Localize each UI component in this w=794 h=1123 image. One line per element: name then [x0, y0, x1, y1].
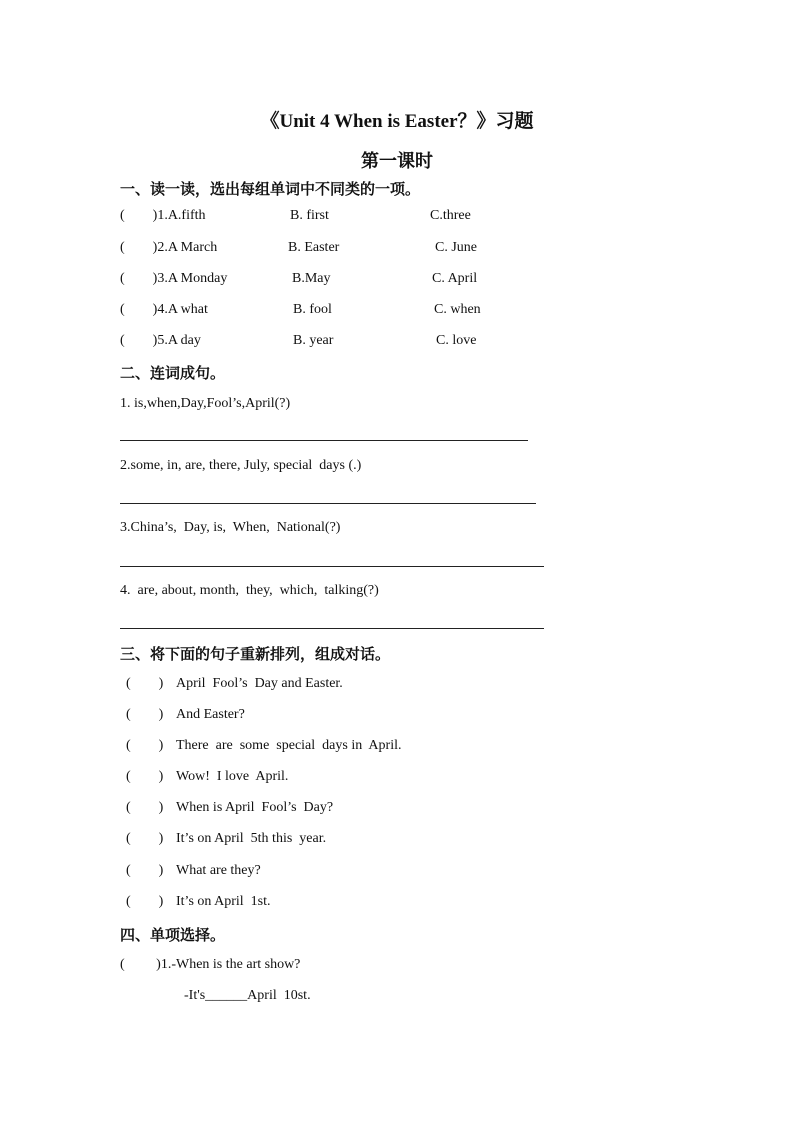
section4-answer-line: -It's______April 10st.: [184, 988, 311, 1003]
order-blank[interactable]: ( ): [126, 863, 164, 878]
section1-item-option-c: C. April: [432, 271, 478, 286]
dialogue-sentence: And Easter?: [176, 707, 245, 722]
section1-item-option-a: ( )5.A day: [120, 333, 201, 348]
section1-item-option-b: B. Easter: [288, 240, 340, 255]
section3-heading: 三、将下面的句子重新排列，组成对话。: [120, 645, 391, 663]
section2-heading: 二、连词成句。: [120, 364, 226, 382]
dialogue-sentence: Wow! I love April.: [176, 769, 289, 784]
order-blank[interactable]: ( ): [126, 738, 164, 753]
order-blank[interactable]: ( ): [126, 676, 164, 691]
order-blank[interactable]: ( ): [126, 800, 164, 815]
section1-item-option-a: ( )3.A Monday: [120, 271, 228, 286]
dialogue-sentence: It’s on April 1st.: [176, 894, 271, 909]
order-blank[interactable]: ( ): [126, 707, 164, 722]
section1-item-option-c: C.three: [430, 208, 471, 223]
section1-item-option-a: ( )4.A what: [120, 302, 208, 317]
section2-question: 1. is,when,Day,Fool’s,April(?): [120, 396, 291, 411]
section1-item-option-b: B.May: [292, 271, 331, 286]
order-blank[interactable]: ( ): [126, 894, 164, 909]
section1-item-option-c: C. love: [436, 333, 477, 348]
answer-line[interactable]: [120, 628, 544, 629]
section1-item-option-c: C. June: [435, 240, 477, 255]
section1-item-option-a: ( )2.A March: [120, 240, 218, 255]
section1-item-option-a: ( )1.A.fifth: [120, 208, 206, 223]
page-title: 《Unit 4 When is Easter？》习题: [260, 111, 534, 132]
dialogue-sentence: It’s on April 5th this year.: [176, 831, 327, 846]
section1-item-option-b: B. fool: [293, 302, 332, 317]
section1-item-option-b: B. year: [293, 333, 334, 348]
dialogue-sentence: What are they?: [176, 863, 261, 878]
dialogue-sentence: When is April Fool’s Day?: [176, 800, 334, 815]
dialogue-sentence: April Fool’s Day and Easter.: [176, 676, 343, 691]
lesson-subtitle: 第一课时: [361, 151, 433, 171]
order-blank[interactable]: ( ): [126, 831, 164, 846]
section4-heading: 四、单项选择。: [120, 926, 226, 944]
answer-line[interactable]: [120, 566, 544, 567]
section1-item-option-c: C. when: [434, 302, 481, 317]
order-blank[interactable]: ( ): [126, 769, 164, 784]
dialogue-sentence: There are some special days in April.: [176, 738, 402, 753]
section1-item-option-b: B. first: [290, 208, 329, 223]
section4-question: ( )1.-When is the art show?: [120, 957, 301, 972]
answer-line[interactable]: [120, 503, 536, 504]
section2-question: 4. are, about, month, they, which, talking(?): [120, 583, 379, 598]
section1-heading: 一、读一读，选出每组单词中不同类的一项。: [120, 180, 421, 198]
section2-question: 3.China’s, Day, is, When, National(?): [120, 520, 341, 535]
answer-line[interactable]: [120, 440, 528, 441]
section2-question: 2.some, in, are, there, July, special days (.): [120, 458, 362, 473]
